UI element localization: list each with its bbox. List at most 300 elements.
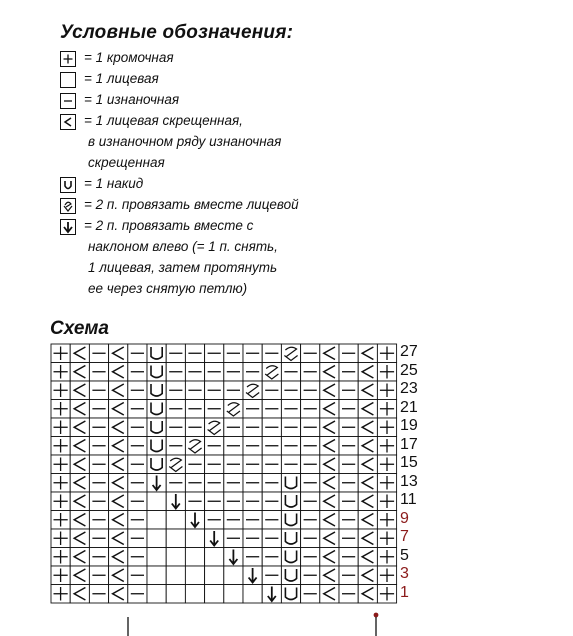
scheme-cell xyxy=(89,418,108,437)
scheme-cell xyxy=(147,566,166,585)
scheme-cell xyxy=(70,344,89,363)
row-label: 15 xyxy=(400,454,418,471)
scheme-cell xyxy=(320,548,339,567)
scheme-cell xyxy=(377,400,396,419)
scheme-cell xyxy=(109,455,128,474)
scheme-cell xyxy=(224,400,243,419)
scheme-cell xyxy=(205,529,224,548)
scheme-cell xyxy=(89,344,108,363)
scheme-cell xyxy=(301,381,320,400)
ssk-icon xyxy=(60,219,76,235)
scheme-cell xyxy=(358,585,377,604)
scheme-cell xyxy=(89,363,108,382)
scheme-cell xyxy=(147,511,166,530)
scheme-cell xyxy=(128,363,147,382)
legend-row xyxy=(60,134,520,155)
scheme-cell xyxy=(205,400,224,419)
scheme-cell xyxy=(51,511,70,530)
scheme-cell xyxy=(109,344,128,363)
scheme-cell xyxy=(262,511,281,530)
scheme-cell xyxy=(185,381,204,400)
scheme-cell xyxy=(205,566,224,585)
scheme-cell xyxy=(224,548,243,567)
row-label: 21 xyxy=(400,398,418,416)
scheme-cell xyxy=(339,344,358,363)
scheme-cell xyxy=(109,381,128,400)
row-label: 19 xyxy=(400,417,418,434)
scheme-cell xyxy=(301,437,320,456)
scheme-cell xyxy=(205,437,224,456)
scheme-cell xyxy=(320,585,339,604)
scheme-cell xyxy=(185,474,204,493)
scheme-cell xyxy=(224,566,243,585)
scheme-cell xyxy=(205,492,224,511)
scheme-cell xyxy=(281,474,300,493)
scheme-cell xyxy=(377,529,396,548)
scheme-cell xyxy=(358,529,377,548)
scheme-cell xyxy=(147,381,166,400)
scheme-cell xyxy=(262,400,281,419)
scheme-cell xyxy=(51,400,70,419)
scheme-cell xyxy=(262,418,281,437)
scheme-cell xyxy=(262,363,281,382)
scheme-cell xyxy=(147,344,166,363)
scheme-cell xyxy=(281,344,300,363)
scheme-cell xyxy=(51,529,70,548)
legend-text: скрещенная xyxy=(88,155,165,170)
repeat-end-marker xyxy=(374,613,379,636)
scheme-cell xyxy=(128,511,147,530)
scheme-cell xyxy=(89,529,108,548)
scheme-cell xyxy=(128,566,147,585)
scheme-cell xyxy=(128,492,147,511)
scheme-cell xyxy=(377,381,396,400)
scheme-cell xyxy=(339,566,358,585)
scheme-cell xyxy=(224,529,243,548)
lt-icon xyxy=(60,114,76,130)
scheme-cell xyxy=(243,381,262,400)
scheme-cell xyxy=(377,474,396,493)
scheme-cell xyxy=(128,529,147,548)
scheme-cell xyxy=(205,455,224,474)
scheme-cell xyxy=(281,437,300,456)
scheme-cell xyxy=(147,437,166,456)
scheme-cell xyxy=(320,381,339,400)
scheme-cell xyxy=(128,400,147,419)
scheme-cell xyxy=(89,511,108,530)
scheme-cell xyxy=(358,400,377,419)
row-label: 27 xyxy=(400,343,418,360)
scheme-cell xyxy=(281,381,300,400)
legend-text: = 2 п. провязать вместе с xyxy=(84,218,254,233)
scheme-cell xyxy=(166,455,185,474)
legend-row xyxy=(60,71,520,92)
scheme-cell xyxy=(358,566,377,585)
scheme-cell xyxy=(70,474,89,493)
scheme-cell xyxy=(70,529,89,548)
scheme-cell xyxy=(70,363,89,382)
scheme-cell xyxy=(358,455,377,474)
legend-row xyxy=(60,176,520,197)
scheme-cell xyxy=(301,363,320,382)
scheme-cell xyxy=(70,400,89,419)
scheme-cell xyxy=(109,548,128,567)
scheme-cell xyxy=(70,381,89,400)
scheme-cell xyxy=(70,566,89,585)
scheme-cell xyxy=(185,455,204,474)
scheme-cell xyxy=(320,455,339,474)
scheme-cell xyxy=(89,566,108,585)
scheme-cell xyxy=(339,455,358,474)
scheme-cell xyxy=(205,418,224,437)
scheme-cell xyxy=(109,474,128,493)
scheme-cell xyxy=(243,511,262,530)
scheme-cell xyxy=(281,363,300,382)
k2tog-icon xyxy=(60,198,76,214)
scheme-cell xyxy=(281,400,300,419)
scheme-grid xyxy=(50,343,398,604)
scheme-cell xyxy=(377,455,396,474)
legend xyxy=(60,50,520,302)
scheme-cell xyxy=(281,566,300,585)
legend-text: = 1 лицевая скрещенная, xyxy=(84,113,243,128)
scheme-cell xyxy=(339,529,358,548)
legend-text: в изнаночном ряду изнаночная xyxy=(88,134,282,149)
scheme-cell xyxy=(205,381,224,400)
scheme-cell xyxy=(89,585,108,604)
row-label: 1 xyxy=(400,583,409,601)
scheme-cell xyxy=(128,418,147,437)
scheme-cell xyxy=(166,511,185,530)
scheme-cell xyxy=(243,455,262,474)
scheme-cell xyxy=(51,548,70,567)
scheme-cell xyxy=(358,548,377,567)
scheme-cell xyxy=(70,437,89,456)
scheme-cell xyxy=(205,511,224,530)
scheme-title: Схема xyxy=(50,318,110,339)
legend-text: = 1 кромочная xyxy=(84,50,174,65)
scheme-cell xyxy=(339,400,358,419)
scheme-cell xyxy=(281,455,300,474)
scheme-cell xyxy=(262,381,281,400)
scheme-cell xyxy=(301,529,320,548)
row-label: 13 xyxy=(400,472,418,490)
scheme-cell xyxy=(301,585,320,604)
scheme-cell xyxy=(281,529,300,548)
legend-row xyxy=(60,155,520,176)
scheme-cell xyxy=(320,344,339,363)
scheme-cell xyxy=(166,437,185,456)
scheme-cell xyxy=(185,492,204,511)
legend-row xyxy=(60,50,520,71)
scheme-cell xyxy=(281,548,300,567)
scheme-cell xyxy=(185,418,204,437)
scheme-cell xyxy=(262,548,281,567)
scheme-cell xyxy=(89,548,108,567)
plus-icon xyxy=(60,51,76,67)
scheme-cell xyxy=(185,585,204,604)
row-label: 5 xyxy=(400,546,409,564)
scheme-cell xyxy=(166,566,185,585)
scheme-cell xyxy=(51,585,70,604)
scheme-cell xyxy=(70,418,89,437)
scheme-cell xyxy=(243,492,262,511)
scheme-cell xyxy=(109,566,128,585)
scheme-cell xyxy=(339,585,358,604)
scheme-cell xyxy=(243,400,262,419)
legend-text: = 2 п. провязать вместе лицевой xyxy=(84,197,299,212)
scheme-cell xyxy=(166,381,185,400)
scheme-cell xyxy=(224,492,243,511)
scheme-cell xyxy=(301,492,320,511)
scheme-cell xyxy=(51,363,70,382)
scheme-cell xyxy=(185,529,204,548)
scheme-cell xyxy=(320,566,339,585)
scheme-cell xyxy=(51,492,70,511)
scheme-cell xyxy=(358,511,377,530)
scheme-cell xyxy=(185,437,204,456)
scheme-cell xyxy=(262,344,281,363)
scheme-cell xyxy=(358,344,377,363)
scheme-cell xyxy=(166,344,185,363)
scheme-cell xyxy=(262,492,281,511)
scheme-cell xyxy=(224,455,243,474)
scheme-cell xyxy=(109,492,128,511)
scheme-cell xyxy=(51,381,70,400)
scheme-cell xyxy=(166,363,185,382)
scheme-cell xyxy=(224,418,243,437)
scheme-cell xyxy=(109,585,128,604)
scheme-cell xyxy=(89,381,108,400)
scheme-cell xyxy=(109,363,128,382)
scheme-cell xyxy=(301,418,320,437)
scheme-cell xyxy=(185,566,204,585)
scheme-cell xyxy=(205,363,224,382)
legend-text: 1 лицевая, затем протянуть xyxy=(88,260,278,275)
row-label: 23 xyxy=(400,380,418,397)
scheme-cell xyxy=(377,511,396,530)
scheme-cell xyxy=(320,474,339,493)
scheme-cell xyxy=(262,585,281,604)
scheme-cell xyxy=(128,344,147,363)
scheme-cell xyxy=(358,492,377,511)
scheme-cell xyxy=(339,381,358,400)
scheme-cell xyxy=(147,585,166,604)
legend-text: наклоном влево (= 1 п. снять, xyxy=(88,239,278,254)
scheme-cell xyxy=(70,511,89,530)
scheme-cell xyxy=(166,585,185,604)
scheme-cell xyxy=(262,474,281,493)
scheme-cell xyxy=(185,344,204,363)
scheme-cell xyxy=(147,548,166,567)
scheme-cell xyxy=(301,566,320,585)
scheme-cell xyxy=(281,585,300,604)
scheme-cell xyxy=(301,400,320,419)
scheme-cell xyxy=(339,437,358,456)
scheme-cell xyxy=(301,548,320,567)
legend-text: = 1 лицевая xyxy=(84,71,159,86)
legend-text: = 1 накид xyxy=(84,176,144,191)
scheme-cell xyxy=(358,418,377,437)
legend-text: ее через снятую петлю) xyxy=(88,281,248,296)
scheme-cell xyxy=(109,529,128,548)
scheme-cell xyxy=(339,492,358,511)
scheme-cell xyxy=(147,474,166,493)
scheme-cell xyxy=(320,418,339,437)
scheme-cell xyxy=(166,418,185,437)
scheme-cell xyxy=(243,344,262,363)
legend-text: = 1 изнаночная xyxy=(84,92,180,107)
scheme-cell xyxy=(224,474,243,493)
scheme-cell xyxy=(301,474,320,493)
row-label: 3 xyxy=(400,565,409,582)
scheme-cell xyxy=(281,511,300,530)
scheme-cell xyxy=(51,455,70,474)
row-label: 25 xyxy=(400,361,418,379)
scheme-cell xyxy=(243,363,262,382)
scheme-cell xyxy=(128,474,147,493)
scheme-cell xyxy=(243,585,262,604)
scheme-cell xyxy=(166,492,185,511)
scheme-cell xyxy=(89,455,108,474)
scheme-cell xyxy=(70,455,89,474)
scheme-cell xyxy=(262,566,281,585)
scheme-cell xyxy=(147,492,166,511)
scheme-cell xyxy=(70,492,89,511)
scheme-cell xyxy=(358,437,377,456)
scheme-cell xyxy=(147,418,166,437)
scheme-cell xyxy=(224,437,243,456)
scheme-cell xyxy=(377,585,396,604)
scheme-cell xyxy=(339,548,358,567)
scheme-cell xyxy=(224,344,243,363)
empty-icon xyxy=(60,72,76,88)
row-label: 7 xyxy=(400,528,409,545)
scheme-cell xyxy=(128,455,147,474)
scheme-cell xyxy=(301,455,320,474)
scheme-cell xyxy=(377,363,396,382)
scheme-cell xyxy=(109,418,128,437)
scheme-cell xyxy=(89,474,108,493)
scheme-cell xyxy=(166,474,185,493)
scheme-cell xyxy=(224,511,243,530)
scheme-cell xyxy=(128,437,147,456)
legend-row xyxy=(60,239,520,260)
scheme-cell xyxy=(224,585,243,604)
scheme-cell xyxy=(185,363,204,382)
scheme-cell xyxy=(185,400,204,419)
scheme-cell xyxy=(320,363,339,382)
scheme-cell xyxy=(243,529,262,548)
scheme-cell xyxy=(109,400,128,419)
scheme-cell xyxy=(51,566,70,585)
scheme-cell xyxy=(377,566,396,585)
row-label: 9 xyxy=(400,509,409,527)
scheme-cell xyxy=(243,548,262,567)
scheme-cell xyxy=(243,566,262,585)
row-label: 17 xyxy=(400,435,418,453)
scheme-cell xyxy=(89,437,108,456)
scheme-cell xyxy=(358,474,377,493)
dash-icon xyxy=(60,93,76,109)
legend-row xyxy=(60,260,520,281)
scheme-cell xyxy=(70,585,89,604)
scheme-cell xyxy=(377,437,396,456)
scheme-cell xyxy=(320,437,339,456)
legend-row xyxy=(60,218,520,239)
scheme-cell xyxy=(377,344,396,363)
scheme-cell xyxy=(262,529,281,548)
scheme-cell xyxy=(262,455,281,474)
scheme-cell xyxy=(205,548,224,567)
scheme-cell xyxy=(147,400,166,419)
scheme-cell xyxy=(70,548,89,567)
scheme-cell xyxy=(339,474,358,493)
scheme-cell xyxy=(339,511,358,530)
scheme-cell xyxy=(147,529,166,548)
scheme-cell xyxy=(147,363,166,382)
scheme-cell xyxy=(339,418,358,437)
scheme-cell xyxy=(128,585,147,604)
scheme-cell xyxy=(262,437,281,456)
scheme-cell xyxy=(281,492,300,511)
scheme-cell xyxy=(185,511,204,530)
scheme-cell xyxy=(185,548,204,567)
scheme-cell xyxy=(109,437,128,456)
scheme-cell xyxy=(224,363,243,382)
legend-row xyxy=(60,281,520,302)
scheme-cell xyxy=(166,529,185,548)
scheme-cell xyxy=(243,437,262,456)
yo-icon xyxy=(60,177,76,193)
scheme-cell xyxy=(320,529,339,548)
scheme-cell xyxy=(89,492,108,511)
scheme-cell xyxy=(109,511,128,530)
scheme-cell xyxy=(166,548,185,567)
scheme-cell xyxy=(166,400,185,419)
legend-title: Условные обозначения: xyxy=(60,22,294,43)
scheme-cell xyxy=(51,418,70,437)
scheme-cell xyxy=(243,418,262,437)
scheme-cell xyxy=(51,437,70,456)
scheme-cell xyxy=(205,474,224,493)
scheme-cell xyxy=(377,548,396,567)
scheme-cell xyxy=(89,400,108,419)
scheme-cell xyxy=(358,381,377,400)
scheme-cell xyxy=(320,492,339,511)
scheme-cell xyxy=(243,474,262,493)
scheme-cell xyxy=(320,511,339,530)
scheme-cell xyxy=(147,455,166,474)
scheme-cell xyxy=(281,418,300,437)
scheme-cell xyxy=(301,344,320,363)
scheme-cell xyxy=(51,474,70,493)
legend-row xyxy=(60,113,520,134)
scheme-cell xyxy=(224,381,243,400)
scheme-cell xyxy=(301,511,320,530)
scheme-cell xyxy=(51,344,70,363)
scheme-cell xyxy=(205,344,224,363)
scheme-cell xyxy=(358,363,377,382)
legend-row xyxy=(60,197,520,218)
scheme-cell xyxy=(128,381,147,400)
scheme-cell xyxy=(377,418,396,437)
row-label: 11 xyxy=(400,491,417,508)
legend-row xyxy=(60,92,520,113)
scheme-cell xyxy=(128,548,147,567)
scheme-cell xyxy=(377,492,396,511)
scheme-cell xyxy=(205,585,224,604)
